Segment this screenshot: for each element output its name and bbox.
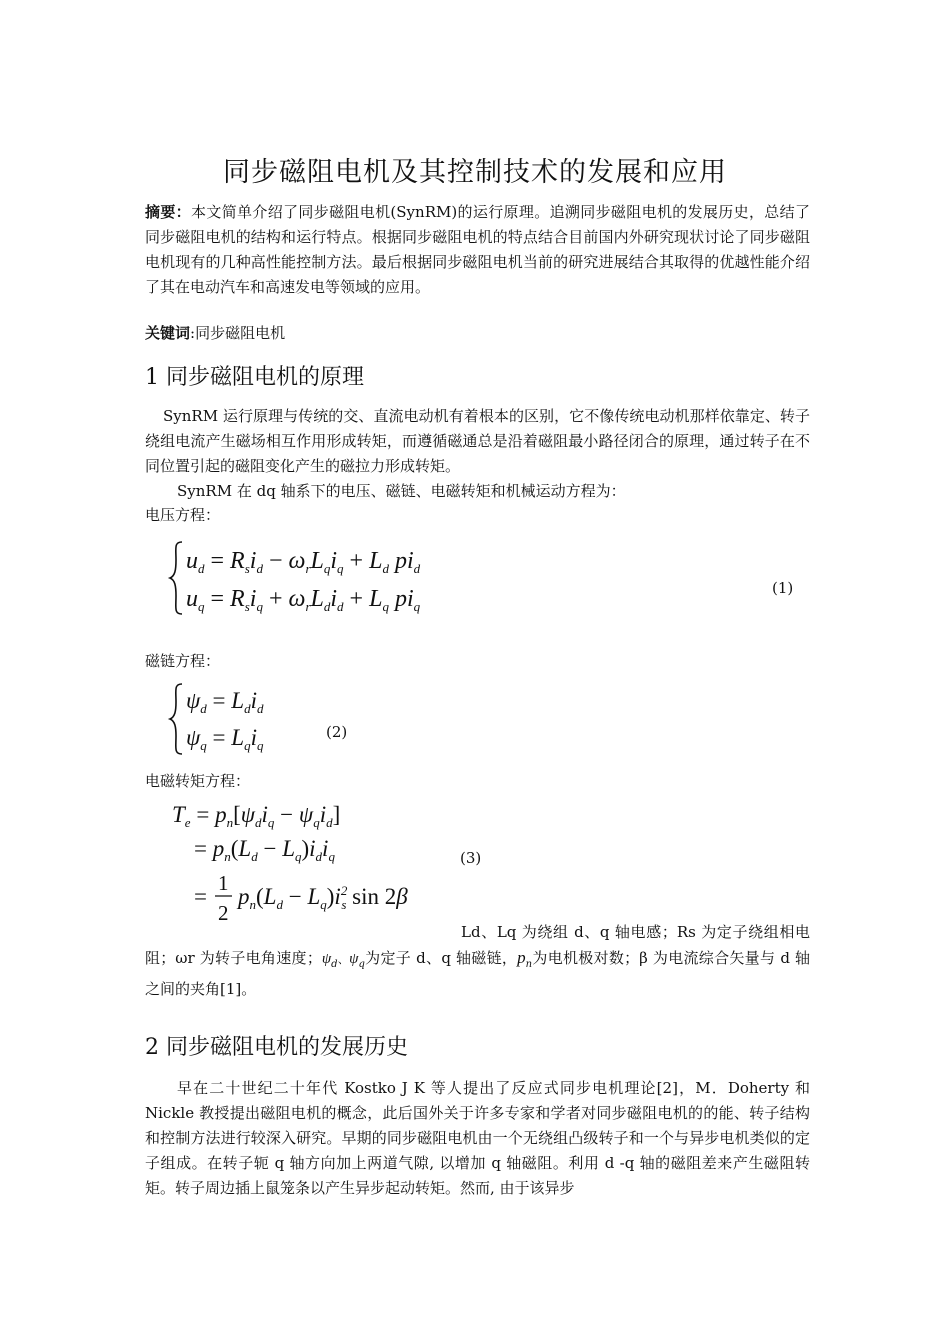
definitions-part-a: Ld、Lq 为绕组 d、q 轴电感；Rs 为定子绕组相电阻；ωr 为转子电角速度； [145, 923, 810, 967]
abstract-label: 摘要： [145, 203, 192, 221]
eq3-line-1: $T_e = p_n[\psi_di_q - \psi_qi_d]$ [172, 802, 341, 830]
paper-title: 同步磁阻电机及其控制技术的发展和应用 [223, 157, 727, 188]
flux-equation-label: 磁链方程： [145, 652, 221, 670]
voltage-equation-label: 电压方程： [145, 506, 221, 524]
eq2-line-1: $\psi_d = L_di_d$ [186, 688, 264, 716]
equation-3 [168, 796, 448, 930]
section-1-paragraph-1: SynRM 运行原理与传统的交、直流电动机有着根本的区别，它不像传统电动机那样依靠定、转子绕组电流产生磁场相互作用形成转矩，而遵循磁通总是沿着磁阻最小路径闭合的原理，通过转子在不同位置引起的磁阻变化产生的磁拉力形成转矩。 [145, 407, 810, 475]
psi-q-subscript: q [358, 959, 365, 970]
equation-1 [168, 538, 448, 618]
eq1-line-2: $u_q = R_si_q + \omega_rL_di_d + L_q$ $pi_q$ [186, 586, 421, 614]
definitions-separator: 、 [337, 953, 350, 966]
eq3-line-2: = $p_n(L_d - L_q)i_di_q$ [194, 836, 335, 864]
psi-d-subscript: d [331, 959, 338, 970]
section-2-heading: 2 同步磁阻电机的发展历史 [145, 1035, 408, 1060]
eq2-line-2: $\psi_q = L_qi_q$ [186, 725, 264, 753]
section-2-paragraph-1: 早在二十世纪二十年代 Kostko J K 等人提出了反应式同步电机理论[2]，M．Doherty 和 Nickle 教授提出磁阻电机的概念，此后国外关于许多专家和学者对同步磁阻电机的的能、转子结构和控制方法进行较深入研究。早期的同步磁阻电机由一个无绕组凸级转子和一个与异步电机类似的定子组成。在转子轭 q 轴方向加上两道气隙, 以增加 q 轴磁阻。利用 d -q 轴的磁阻差来产生磁阻转矩。转子周边插上鼠笼条以产生异步起动转矩。然而, 由于该异步 [145, 1079, 810, 1197]
psi-q-symbol: ψ [349, 951, 359, 967]
eq1-line-1: $u_d = R_si_d - \omega_rL_qi_q + L_d$ $pi_d$ [186, 548, 421, 576]
definitions-part-c: 为电机极对数；β 为电流综合矢量与 d 轴之间的夹角[1]。 [145, 949, 811, 998]
section-1-paragraph-2: SynRM 在 dq 轴系下的电压、磁链、电磁转矩和机械运动方程为： [177, 482, 626, 500]
torque-equation-label: 电磁转矩方程： [145, 772, 251, 790]
abstract-text: 本文简单介绍了同步磁阻电机(SynRM)的运行原理。追溯同步磁阻电机的发展历史，总结了同步磁阻电机的结构和运行特点。根据同步磁阻电机的特点结合目前国内外研究现状讨论了同步磁阻电机现有的几种高性能控制方法。最后根据同步磁阻电机当前的研究进展结合其取得的优越性能介绍了其在电动汽车和高速发电等领域的应用。 [145, 203, 810, 296]
equation-2-number: (2) [326, 723, 348, 741]
eq3-line-3: $p_n(L_d - L_q)i^2$ s sin 2β [238, 883, 408, 912]
eq3-frac-num: 1 [218, 871, 229, 895]
pn-symbol: p [517, 948, 526, 967]
psi-d-symbol: ψ [321, 951, 332, 967]
eq1-brace [170, 542, 182, 614]
symbol-definitions [145, 920, 810, 1002]
section-1-heading: 1 同步磁阻电机的原理 [145, 365, 364, 390]
equation-1-number: (1) [772, 579, 794, 597]
eq3-equals: = [194, 884, 207, 909]
equation-3-number: (3) [460, 849, 482, 867]
keywords-label: 关键词 [145, 324, 191, 342]
abstract [145, 200, 810, 300]
keywords [145, 322, 285, 343]
eq2-brace [170, 684, 182, 754]
pn-subscript: n [525, 959, 533, 970]
equation-2 [168, 680, 308, 758]
eq3-frac-den: 2 [218, 901, 229, 925]
keywords-text: :同步磁阻电机 [190, 324, 286, 342]
definitions-part-b: 为定子 d、q 轴磁链， [364, 949, 518, 967]
